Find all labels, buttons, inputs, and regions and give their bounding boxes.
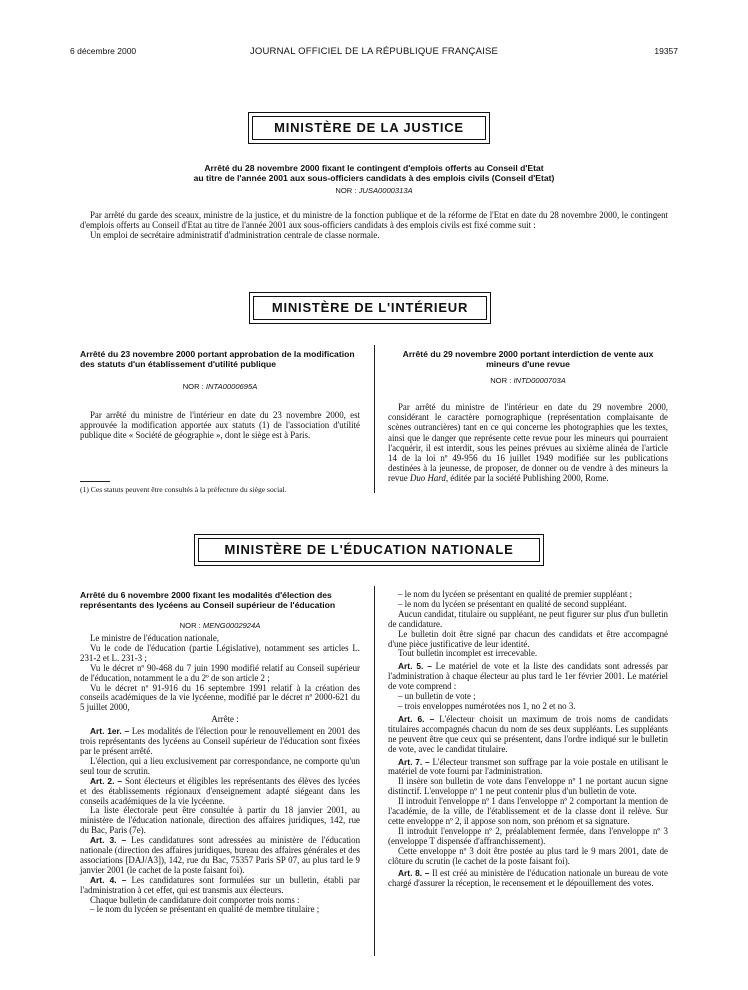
visa-paragraph: Vu le décret nº 91-916 du 16 septembre 1991 relatif à la création des conseils académiques de la vie lycéenne, modifié par le décret nº 2000-621 du 5 juillet 2000,: [80, 682, 360, 713]
nor-code: INTA0000695A: [205, 382, 258, 391]
article-text: L'électeur choisit un maximum de trois noms de candidats titulaires accompagnés chacun du nom de ses deux suppléants. Les suppléants ne peuvent être que ceux qui se présentent, dans l'ordre indiqué sur le bulletin de vote, avec le candidat titulaire.: [388, 713, 668, 754]
justice-title-line-2: au titre de l'année 2001 aux sous-officiers candidats à des emplois civils (Conseil d'Etat): [193, 173, 555, 183]
justice-body: [80, 210, 668, 241]
ministry-box-justice: [248, 112, 490, 144]
interieur-right-paragraph: [388, 402, 668, 484]
header-journal-title: JOURNAL OFFICIEL DE LA RÉPUBLIQUE FRANÇAISE: [249, 46, 499, 57]
article-paragraph: Tout bulletin incomplet est irrecevable.: [398, 648, 538, 659]
interieur-left-footnote: (1) Ces statuts peuvent être consultés à la préfecture du siège social.: [80, 485, 287, 494]
justice-title-line-1: Arrêté du 28 novembre 2000 fixant le contingent d'emplois offerts au Conseil d'Etat: [204, 163, 544, 173]
article-label: Art. 2. –: [90, 775, 123, 786]
ministry-heading-education: MINISTÈRE DE L'ÉDUCATION NATIONALE: [224, 542, 514, 557]
article-label: Art. 3. –: [90, 835, 127, 846]
article-text: Les candidatures sont formulées sur un bulletin, établi par l'administration à cet effet, qui est transmis aux électeurs.: [80, 874, 360, 895]
justice-paragraph: Un emploi de secrétaire administratif d'administration centrale de classe normale.: [90, 230, 380, 241]
article-4: [80, 876, 360, 896]
article-text: Il est créé au ministère de l'éducation nationale un bureau de vote chargé d'assurer la réception, le recensement et le dépouillement des votes.: [388, 868, 668, 889]
article-3: [80, 836, 360, 876]
article-paragraph: – le nom du lycéen se présentant en qualité de membre titulaire ;: [90, 904, 320, 915]
header-page-number: 19357: [654, 46, 678, 56]
article-6: [388, 715, 668, 755]
article-paragraph: – un bulletin de vote ;: [398, 691, 476, 702]
nor-label: NOR :: [335, 186, 357, 195]
interieur-left-paragraph: Par arrêté du ministre de l'intérieur en date du 23 novembre 2000, est approuvée la modification apportée aux statuts (1) de l'association d'utilité publique dite « Société de géographie », dont le siège est à Paris.: [80, 410, 360, 441]
interieur-right-title: Arrêté du 29 novembre 2000 portant interdiction de vente aux mineurs d'une revue: [402, 349, 654, 369]
article-2: [80, 777, 360, 807]
justice-title: [96, 163, 652, 183]
justice-paragraph: Par arrêté du garde des sceaux, ministre de la justice, et du ministre de la fonction publique et de la réforme de l'Etat en date du 28 novembre 2000, le contingent d'emplois offerts au Conseil d'Etat au titre de l'année 2001 aux sous-officiers candidats à des emplois civils est fixé comme suit :: [80, 210, 668, 231]
nor-code: MENG0002924A: [202, 621, 261, 630]
article-1: [80, 727, 360, 757]
article-text: Sont électeurs et éligibles les représentants des élèves des lycées et des établissements régionaux d'enseignement adapté siégeant dans les conseils académiques de la vie lycéenne.: [80, 775, 360, 806]
nor-label: NOR :: [179, 621, 201, 630]
visa-paragraph: Le ministre de l'éducation nationale,: [90, 633, 220, 643]
interieur-left-title: Arrêté du 23 novembre 2000 portant approbation de la modification des statuts d'un établissement d'utilité publique: [80, 349, 355, 369]
article-paragraph: – le nom du lycéen se présentant en qualité de second suppléant.: [398, 598, 627, 609]
ministry-heading-interieur: MINISTÈRE DE L'INTÉRIEUR: [271, 300, 469, 315]
ministry-heading-justice: MINISTÈRE DE LA JUSTICE: [274, 120, 464, 135]
article-7: [388, 758, 668, 778]
article-label: Art. 5. –: [398, 661, 432, 672]
interieur-left-nor: [150, 382, 290, 391]
nor-code: JUSA0000313A: [358, 186, 413, 195]
nor-code: INTD0000703A: [513, 376, 566, 385]
interieur-left-body: [80, 410, 360, 441]
article-paragraph: Il introduit l'enveloppe nº 2, préalablement fermée, dans l'enveloppe nº 3 (enveloppe T dispensée d'affranchissement).: [388, 825, 668, 846]
article-paragraph: Chaque bulletin de candidature doit comporter trois noms :: [90, 894, 300, 905]
justice-nor: [300, 186, 448, 195]
article-label: Art. 4. –: [90, 874, 127, 885]
article-paragraph: Cette enveloppe nº 3 doit être postée au plus tard le 9 mars 2001, date de clôture du scrutin (le cachet de la poste faisant foi).: [388, 845, 668, 866]
article-text: Le matériel de vote et la liste des candidats sont adressés par l'administration à chaque électeur au plus tard le 1er février 2001. Le matériel de vote comprend :: [388, 661, 668, 692]
paragraph-text: Par arrêté du ministre de l'intérieur en date du 29 novembre 2000, considérant le caractère pornographique (représentation complaisante de scènes outrancières) tant en ce qui concerne les photographies que les textes, ainsi que le danger que représente cette revue pour les mineurs qui pourraient l'acquérir, il est interdit, sous les peines prévues au sixième alinéa de l'article 14 de la loi nº 49-956 du 16 juillet 1949 modifiée sur les publications destinées à la jeunesse, de proposer, de donner ou de vendre à des mineurs la revue: [388, 402, 668, 484]
ministry-box-interieur: [249, 292, 491, 324]
nor-label: NOR :: [490, 376, 512, 385]
article-paragraph: Le bulletin doit être signé par chacun des candidats et être accompagné d'une pièce justificative de leur identité.: [388, 628, 668, 649]
education-right-column: [388, 590, 668, 889]
education-left-column: [80, 634, 360, 915]
education-nor: [150, 621, 290, 630]
article-5: [388, 662, 668, 692]
interieur-right-nor: [458, 376, 598, 385]
article-paragraph: Il introduit l'enveloppe nº 1 dans l'enveloppe nº 2 comportant la mention de l'académie, de la ville, de l'établissement et de la classe dont il relève. Sur cette enveloppe nº 2, il appose son nom, son prénom et sa signature.: [388, 796, 668, 826]
article-paragraph: – trois enveloppes numérotées nos 1, no 2 et no 3.: [398, 700, 576, 711]
article-label: Art. 1er. –: [90, 726, 130, 737]
education-title: Arrêté du 6 novembre 2000 fixant les modalités d'élection des représentants des lycéens au Conseil supérieur de l'éducation: [80, 590, 336, 610]
article-paragraph: La liste électorale peut être consultée à partir du 18 janvier 2001, au ministère de l'éducation nationale, direction des affaires juridiques, 142, rue du Bac, Paris (7e).: [80, 805, 360, 836]
article-label: Art. 6. –: [398, 713, 435, 724]
article-paragraph: L'élection, qui a lieu exclusivement par correspondance, ne comporte qu'un seul tour de scrutin.: [80, 755, 360, 776]
article-paragraph: Aucun candidat, titulaire ou suppléant, ne peut figurer sur plus d'un bulletin de candidature.: [388, 608, 668, 629]
article-text: Les modalités de l'élection pour le renouvellement en 2001 des trois représentants des lycéens au Conseil supérieur de l'éducation sont fixées par le présent arrêté.: [80, 726, 360, 756]
interieur-right-body: [388, 402, 668, 484]
nor-label: NOR :: [182, 382, 204, 391]
article-text: L'électeur transmet son suffrage par la voie postale en utilisant le matériel de vote fourni par l'administration.: [388, 756, 669, 777]
article-paragraph: – le nom du lycéen se présentant en qualité de premier suppléant ;: [398, 589, 633, 599]
article-label: Art. 7. –: [398, 756, 430, 767]
footnote-rule: [80, 481, 110, 482]
article-8: [388, 869, 668, 889]
article-paragraph: Il insère son bulletin de vote dans l'enveloppe nº 1 ne portant aucun signe distinctif. L'enveloppe nº 1 ne peut contenir plus d'un bulletin de vote.: [388, 776, 668, 797]
page-header: [70, 46, 678, 60]
article-text: Les candidatures sont adressées au ministère de l'éducation nationale (direction des affaires juridiques, bureau des affaires générales et des associations [DAJ/A3]), 142, rue du Bac, 75357 Paris SP 07, au plus tard le 9 janvier 2001 (le cachet de la poste faisant foi).: [80, 835, 361, 875]
visa-paragraph: Vu le décret nº 90-468 du 7 juin 1990 modifié relatif au Conseil supérieur de l'éducation, notamment le a du 2º de son article 2 ;: [80, 662, 360, 683]
header-date: 6 décembre 2000: [70, 46, 137, 56]
visa-paragraph: Vu le code de l'éducation (partie Législative), notamment ses articles L. 231-2 et L. 231-3 ;: [80, 642, 360, 663]
ministry-box-education: [194, 534, 544, 566]
column-divider: [374, 345, 375, 493]
article-label: Art. 8. –: [398, 868, 430, 879]
column-divider: [374, 586, 375, 956]
paragraph-text: , éditée par la société Publishing 2000, Rome.: [445, 473, 609, 484]
arrete-heading: Arrête :: [211, 714, 239, 725]
revue-title: Duo Hard: [409, 473, 446, 484]
